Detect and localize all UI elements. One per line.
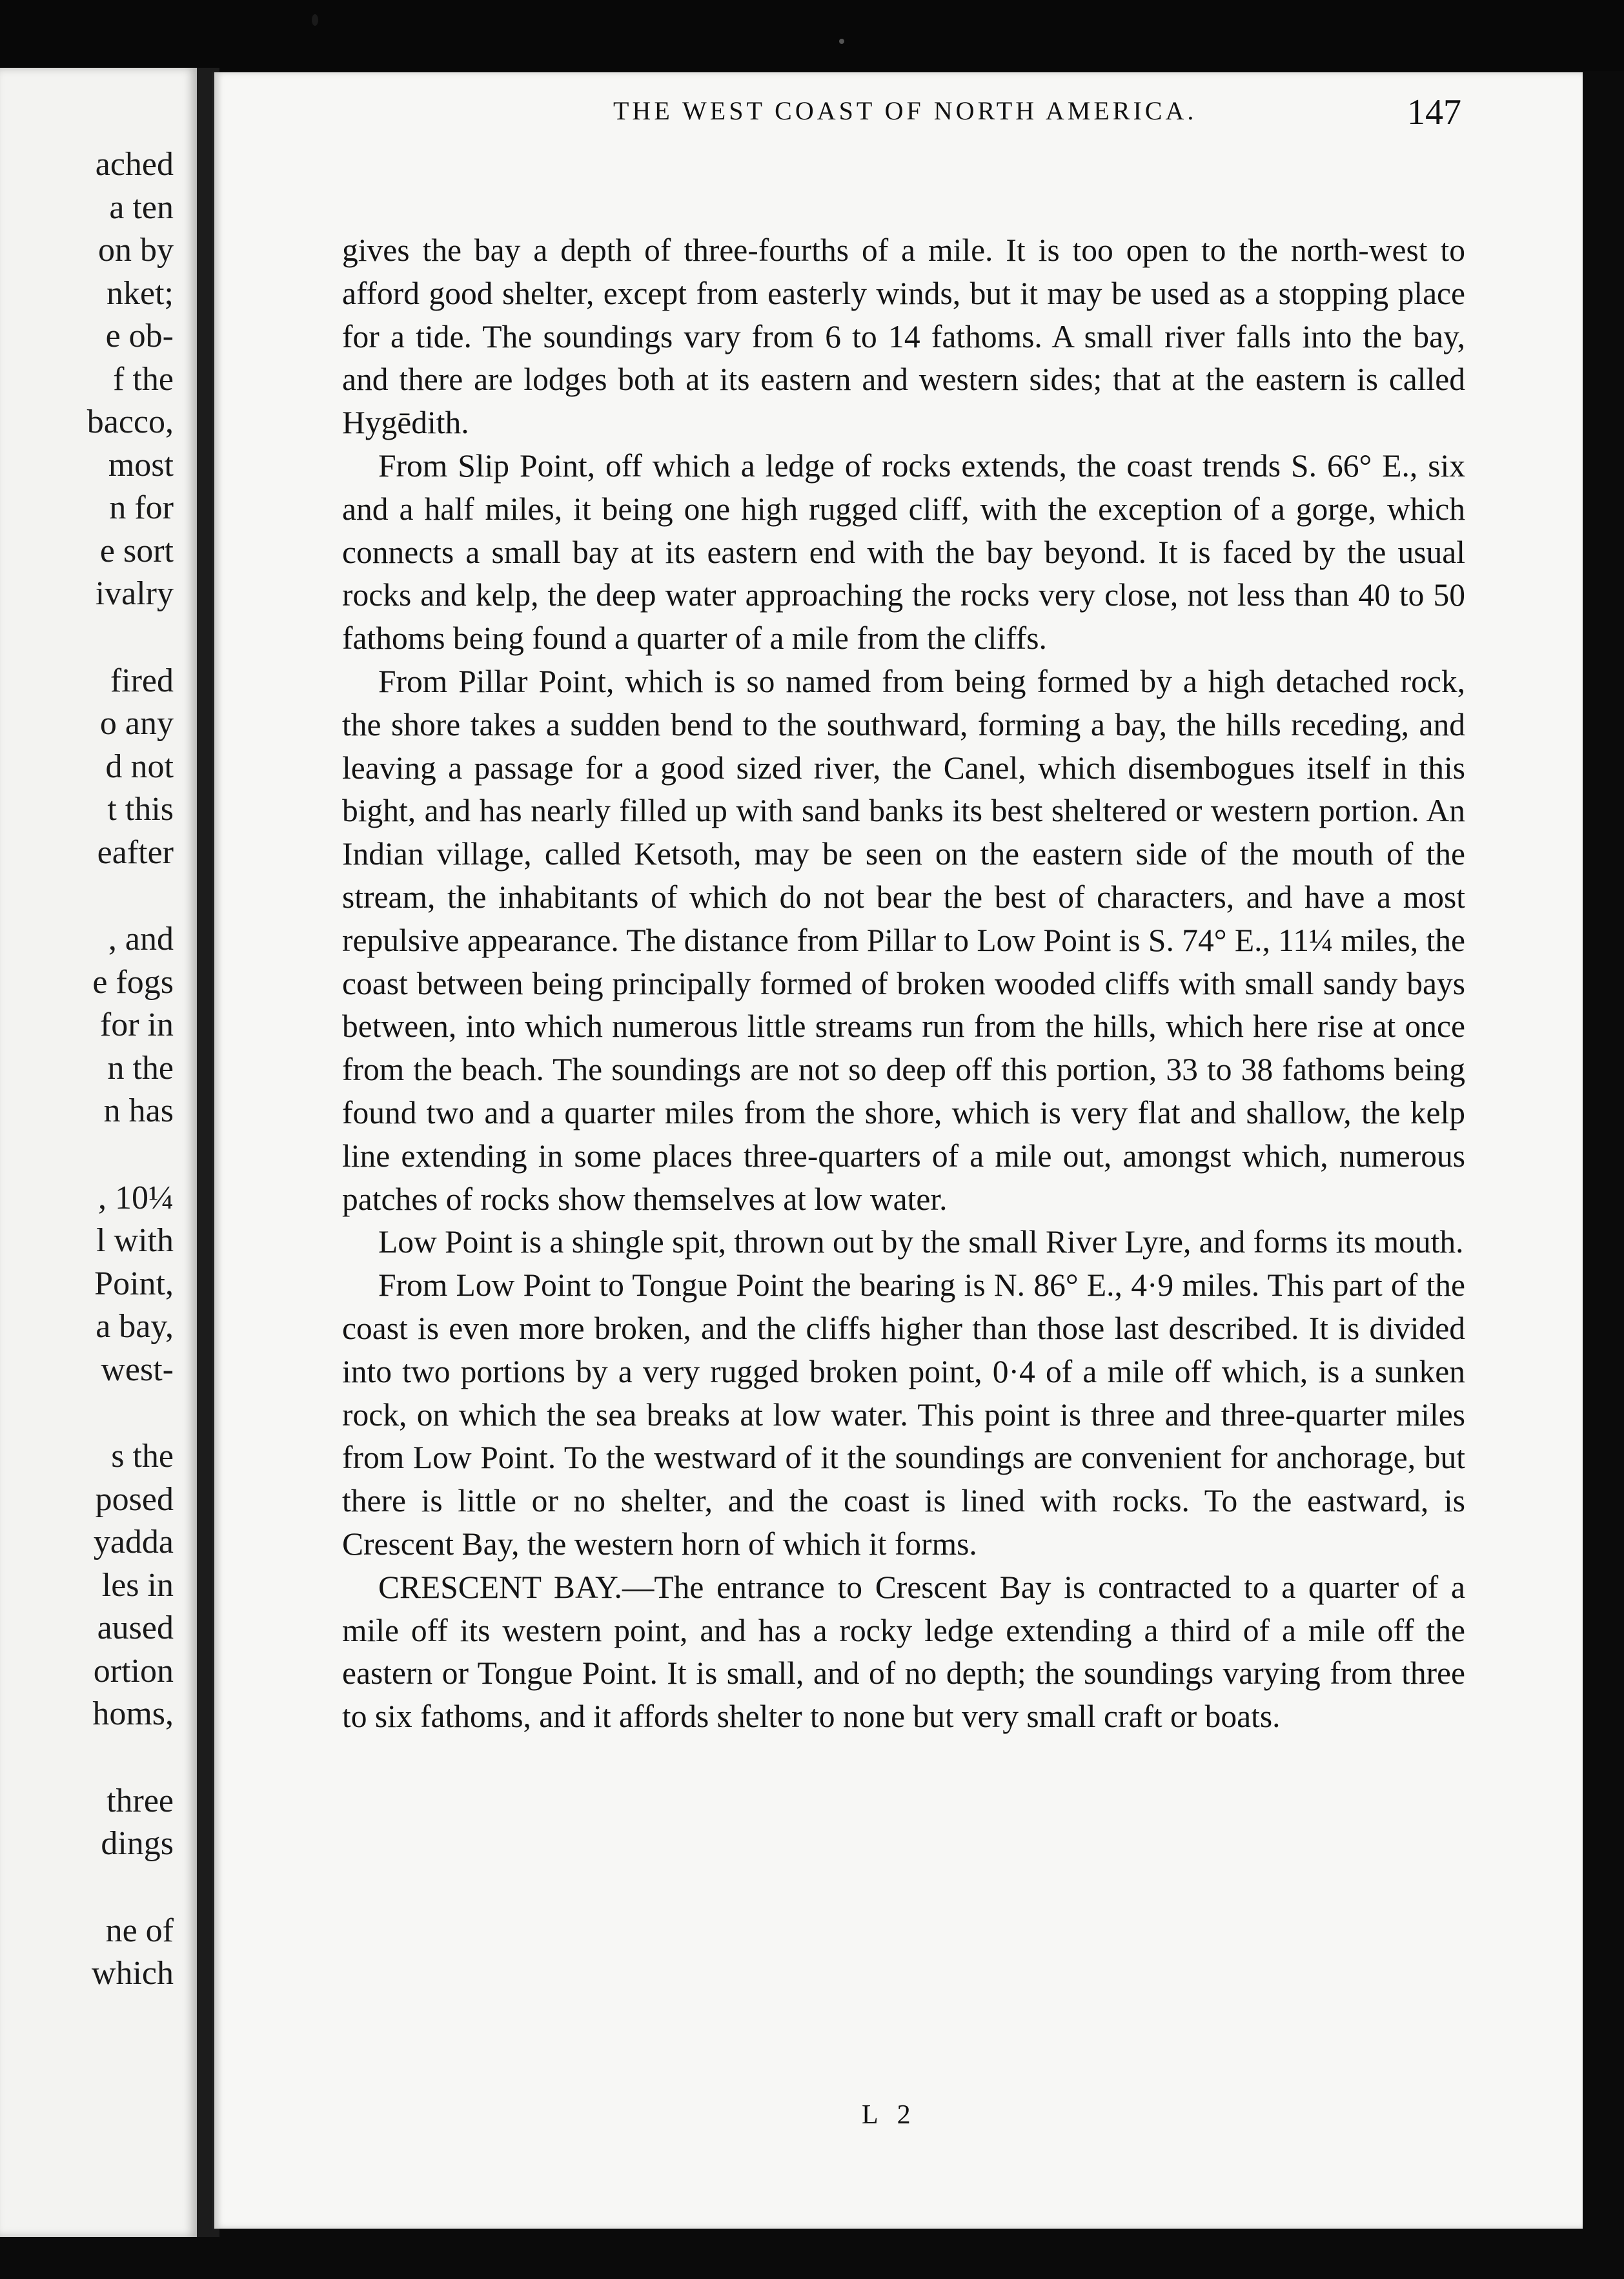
facing-page-text-fragment: d not [105,748,174,785]
facing-page-text-fragment: e sort [99,532,174,569]
paragraph: CRESCENT BAY.—The entrance to Crescent Bay is contracted to a quarter of a mile off its western point, and has a rocky ledge extending a third of a mile off the eastern or Tongue Point. It is small, and of no depth; the soundings varying from three to six fathoms, and it affords shelter to none but very small craft or boats. [342,1569,1465,1735]
paragraph: From Slip Point, off which a ledge of rocks extends, the coast trends S. 66° E., six and a half miles, it being one high rugged cliff, with the exception of a gorge, which connects a small bay at its eastern end with the bay beyond. It is faced by the usual rocks and kelp, the deep water approaching the rocks very close, not less than 40 to 50 fathoms being found a quarter of a mile from the cliffs. [342,447,1465,657]
facing-page-text-fragment: l with [96,1222,174,1259]
facing-page-text-fragment: n the [107,1049,174,1087]
paragraph: gives the bay a depth of three-fourths of a mile. It is too open to the north-west to afford good shelter, except from easterly winds, but it may be used as a stopping place for a tide. The soundings vary from 6 to 14 fathoms. A small river falls into the bay, and there are lodges both at its eastern and western sides; that at the eastern is called Hygēdith. [342,232,1465,441]
facing-page-text-fragment: on by [98,232,174,269]
facing-page-text-fragment: o any [99,705,174,742]
facing-page-text-fragment: n has [103,1092,174,1129]
facing-page-text-fragment: a ten [109,189,174,226]
facing-page-text-fragment: ne of [105,1912,174,1949]
signature-mark: L 2 [862,2100,917,2130]
facing-page-text-fragment: e ob- [105,318,174,354]
facing-page-text-fragment: ached [95,146,174,183]
dust-speck [839,39,844,44]
facing-page-text-fragment: , and [108,921,174,957]
facing-page-text-fragment: west- [101,1351,174,1388]
facing-page-text-fragment: homs, [92,1695,174,1732]
facing-page-text-fragment: t this [107,791,174,828]
page-number: 147 [1407,92,1461,132]
paragraph: From Pillar Point, which is so named from being formed by a high detached rock, the shore takes a sudden bend to the southward, forming a bay, the hills receding, and leaving a passage for a good sized river, the Canel, which disembogues itself in this bight, and has nearly filled up with sand banks its best sheltered or western portion. An Indian village, called Ketsoth, may be seen on the eastern side of the mouth of the stream, the inhabitants of which do not bear the best of characters, and have a most repulsive appearance. The distance from Pillar to Low Point is S. 74° E., 11¼ miles, the coast between being principally formed of broken wooded cliffs with small sandy bays between, into which numerous little streams run from the hills, which here rise at once from the beach. The soundings are not so deep off this portion, 33 to 38 fathoms being found two and a quarter miles from the shore, which is very flat and shallow, the kelp line extending in some places three-quarters of a mile out, amongst which, numerous patches of rocks show themselves at low water. [342,663,1465,1217]
body-text [342,229,1465,1739]
dust-speck [312,14,318,26]
facing-page-text-fragment: e fogs [92,963,174,1001]
facing-page-text-fragment: yadda [93,1524,174,1560]
facing-page-text-fragment: , 10¼ [98,1179,174,1216]
facing-page-text-fragment: bacco, [86,404,174,440]
facing-page-text-fragment: fired [110,662,174,699]
facing-page-text-fragment: most [108,446,174,484]
running-head: THE WEST COAST OF NORTH AMERICA. [613,96,1197,125]
facing-page-text-fragment: ortion [93,1652,174,1690]
facing-page-left [0,68,197,2237]
facing-page-text-fragment: posed [95,1480,174,1518]
facing-page-text-fragment: for in [99,1007,174,1043]
facing-page-text-fragment: s the [111,1438,174,1475]
paragraph: Low Point is a shingle spit, thrown out by the small River Lyre, and forms its mouth. [378,1224,1464,1260]
facing-page-text-fragment: nket; [107,274,174,312]
facing-page-text-fragment: Point, [94,1265,174,1302]
facing-page-text-fragment: ivalry [95,575,174,612]
scan-background [0,0,1624,71]
facing-page-text-fragment: a bay, [96,1308,174,1345]
facing-page-text-fragment: dings [101,1825,174,1862]
page-header [397,92,1559,143]
paragraph: From Low Point to Tongue Point the bearing is N. 86° E., 4·9 miles. This part of the coast is even more broken, and the cliffs higher than those last described. It is divided into two portions by a very rugged broken point, 0·4 of a mile off which, is a sunken rock, on which the sea breaks at low water. This point is three and three-quarter miles from Low Point. To the westward of it the soundings are convenient for anchorage, but there is little or no shelter, and the coast is lined with rocks. To the eastward, is Crescent Bay, the western horn of which it forms. [342,1267,1465,1562]
facing-page-text-fragment: which [91,1955,174,1992]
facing-page-text-fragment: eafter [97,833,174,871]
facing-page-text-fragment: les in [101,1566,174,1604]
facing-page-text-fragment: three [107,1782,174,1819]
facing-page-text-fragment: n for [109,489,174,526]
facing-page-text-fragment: aused [97,1610,174,1646]
facing-page-text-fragment: f the [113,360,174,398]
